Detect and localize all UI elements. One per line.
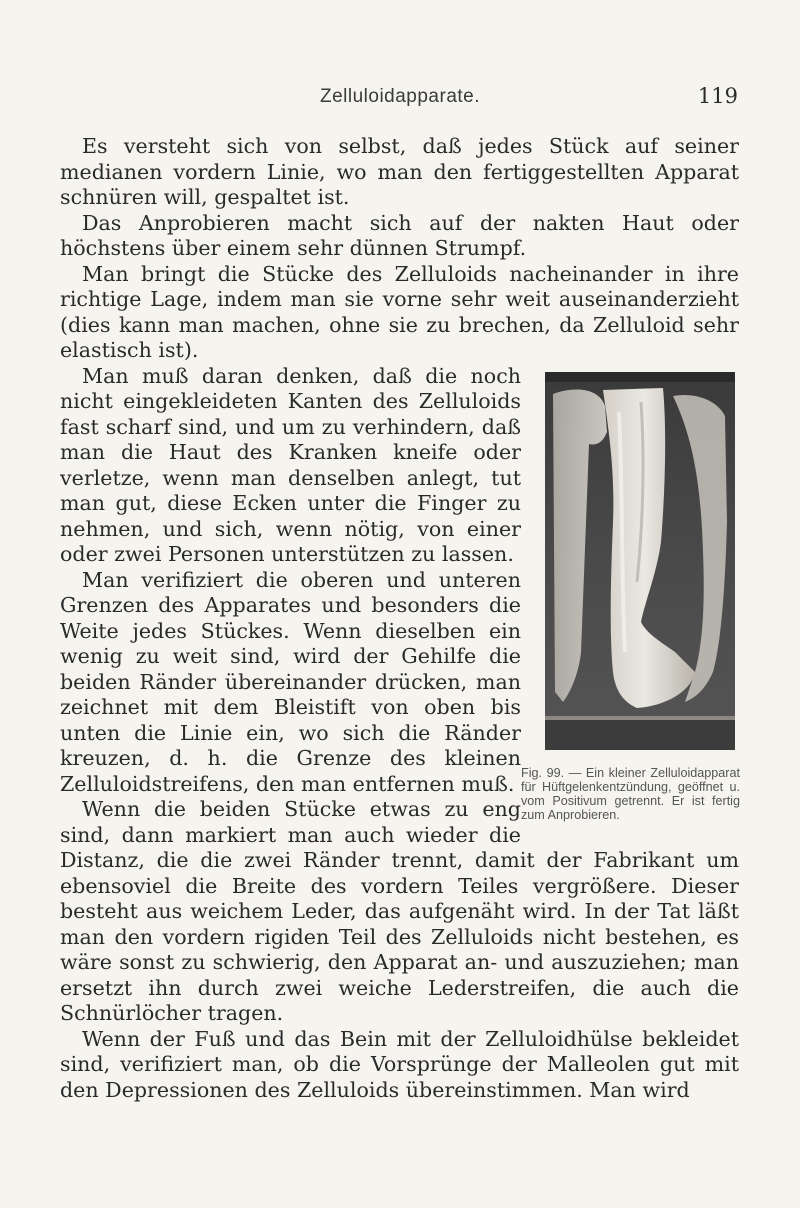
page-number: 119 xyxy=(697,84,738,108)
paragraph-2: Das Anprobieren macht sich auf der nakten Haut oder höchstens über einem sehr dünnen Strumpf. xyxy=(60,210,739,260)
celluloid-apparatus-photo xyxy=(545,372,735,750)
running-header xyxy=(0,86,800,110)
paragraph-6: Wenn die beiden Stücke etwas zu eng sind, dann markiert man auch wieder die Distanz, die die zwei Ränder trennt, damit der Fabrikant um ebensoviel die Breite des vordern Teiles vergrößere. Dieser besteht aus weichem Leder, das aufgenäht wird. In der Tat läßt man den vordern rigiden Teil des Zelluloids nicht bestehen, es wäre sonst zu schwierig, den Apparat an- und auszuziehen; man ersetzt ihn durch zwei weiche Lederstreifen, die auch die Schnürlöcher tragen. xyxy=(60,797,739,1025)
paragraph-5: Man verifiziert die oberen und unteren Grenzen des Apparates und besonders die Weite jedes Stückes. Wenn dieselben ein wenig zu weit sind, wird der Gehilfe die beiden Ränder übereinander drücken, man zeichnet mit dem Bleistift von oben bis unten die Linie ein, wo sich die Ränder kreuzen, d. h. die Grenze des kleinen Zelluloidstreifens, den man entfernen muß. xyxy=(60,567,521,796)
paragraph-7: Wenn der Fuß und das Bein mit der Zelluloidhülse bekleidet sind, verifiziert man, ob die Vorsprünge der Malleolen gut mit den Depressionen des Zelluloids übereinstimmen. Man wird xyxy=(60,1026,739,1102)
figure-99 xyxy=(521,372,741,822)
paragraph-3: Man bringt die Stücke des Zelluloids nacheinander in ihre richtige Lage, indem man sie vorne sehr weit auseinanderzieht (dies kann man machen, ohne sie zu brechen, da Zelluloid sehr elastisch ist). xyxy=(60,261,739,362)
paragraph-4: Man muß daran denken, daß die noch nicht eingekleideten Kanten des Zelluloids fast scharf sind, und um zu verhindern, daß man die Haut des Kranken kneife oder verletze, wenn man denselben anlegt, tut man gut, diese Ecken unter die Finger zu nehmen, und sich, wenn nötig, von einer oder zwei Personen unterstützen zu lassen. xyxy=(60,363,521,566)
paragraph-1: Es versteht sich von selbst, daß jedes Stück auf seiner medianen vordern Linie, wo man den fertiggestellten Apparat schnüren will, gespaltet ist. xyxy=(60,134,739,209)
figure-caption: Fig. 99. — Ein kleiner Zelluloidapparat für Hüftgelenkentzündung, geöffnet u. vom Positivum getrennt. Er ist fertig zum Anprobieren. xyxy=(521,765,740,822)
running-title: Zelluloidapparate. xyxy=(319,86,481,107)
body-text xyxy=(60,134,739,1103)
